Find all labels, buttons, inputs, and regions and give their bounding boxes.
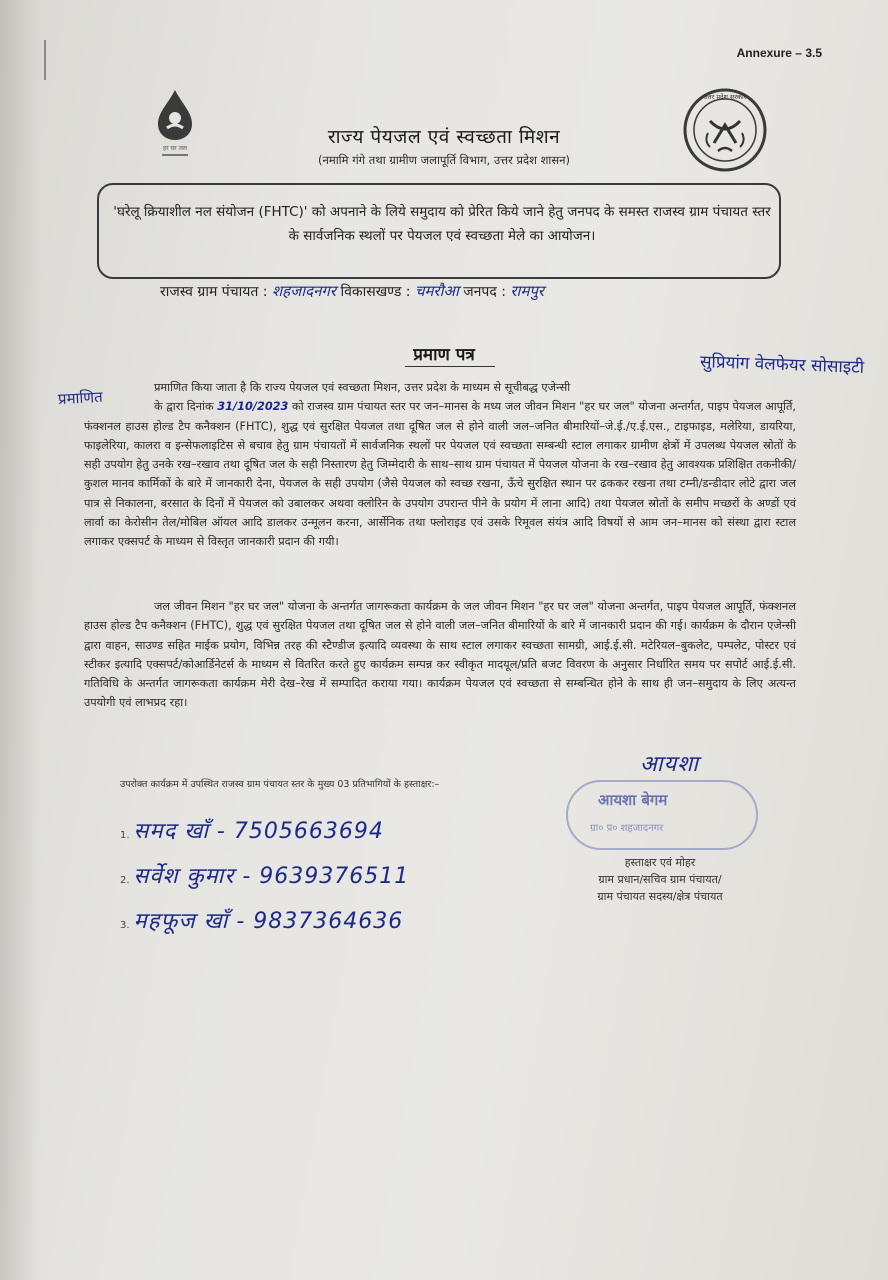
district-value: रामपुर <box>510 282 545 300</box>
title-underline <box>405 366 495 367</box>
participant-3 <box>120 905 403 935</box>
participants-heading: उपरोक्त कार्यक्रम में उपस्थित राजस्व ग्राम पंचायत स्तर के मुख्य 03 प्रतिभागियों के हस्ताक्षर:– <box>120 779 440 790</box>
signatory-caption-line-2: ग्राम प्रधान/सचिव ग्राम पंचायत/ <box>598 873 722 886</box>
handwritten-signature: आयशा <box>640 752 699 777</box>
district-label: जनपद : <box>463 284 506 300</box>
gram-panchayat-value: शहजादनगर <box>271 282 337 300</box>
participant-number: 1. <box>120 830 130 841</box>
participant-1 <box>120 815 384 845</box>
certificate-paragraph-1 <box>84 378 796 552</box>
annexure-label: Annexure – 3.5 <box>736 46 822 60</box>
certificate-title: प्रमाण पत्र <box>413 345 475 365</box>
para1-part-b: के द्वारा दिनांक <box>154 400 214 414</box>
signatory-caption-line-3: ग्राम पंचायत सदस्य/क्षेत्र पंचायत <box>597 890 723 903</box>
handwritten-agency-name: सुप्रियांग वेलफेयर सोसाइटी <box>699 352 865 378</box>
page-shadow <box>0 0 40 1280</box>
logo-left-caption: हर घर जल <box>163 145 187 152</box>
logo-right-caption: उत्तर प्रदेश सरकार <box>703 93 747 101</box>
para2-text: जल जीवन मिशन "हर घर जल" योजना के अन्तर्गत जागरूकता कार्यक्रम के जल जीवन मिशन "हर घर जल" योजना अन्तर्गत, पाइप पेयजल आपूर्ति, फंक्शनल हाउस होल्ड टैप कनैक्शन (FHTC), शुद्ध एवं सुरक्षित पेयजल तथा दूषित जल से होने वाली जल–जनित बीमारियों के बारे में जानकारी प्रदान की गई। कार्यक्रम के दौरान एजेन्सी द्वारा वाहन, साउण्ड सहित माईक प्रयोग, विभिन्न तरह की स्टैण्डीज इत्यादि व्यवस्था के साथ स्टाल लगाकर स्वच्छता सामग्री, आई.ई.सी. मटेरियल–बुकलेट, पम्पलेट, पोस्टर एवं स्टीकर इत्यादि एक्सपर्ट/कोआर्डिनेटर्स के माध्यम से वितरित करते हुए कार्यक्रम सम्पन्न कर स्वीकृत मादयूल/प्रति बजट विवरण के अनुसार निर्धारित समय पर सपोर्ट आई.ई.सी. गतिविधि के अन्तर्गत जागरूकता कार्यक्रम मेरी देख–रेख में सम्पादित कराया गया। कार्यक्रम पेयजल एवं स्वच्छता से सम्बन्धित होने के साथ ही जन–समुदाय के लिए अत्यन्त उपयोगी एवं लाभप्रद रहा। <box>84 600 796 710</box>
participant-text: समद खाँ - 7505663694 <box>133 819 384 844</box>
mission-subtitle: (नमामि गंगे तथा ग्रामीण जलापूर्ति विभाग, उत्तर प्रदेश शासन) <box>317 153 571 167</box>
participant-text: सर्वेश कुमार - 9639376511 <box>133 864 410 889</box>
participant-number: 3. <box>120 920 130 931</box>
participant-text: महफूज खाँ - 9837364636 <box>133 909 404 934</box>
signatory-caption <box>560 854 760 905</box>
stamp-line: ग्रा० प्र० शहजादनगर <box>590 823 664 834</box>
location-fields <box>160 281 800 301</box>
handwritten-margin-note: प्रमाणित <box>57 387 104 409</box>
page-crease <box>44 40 46 80</box>
para1-part-a: प्रमाणित किया जाता है कि राज्य पेयजल एवं स्वच्छता मिशन, उत्तर प्रदेश के माध्यम से सूचीबद्ध एजेन्सी <box>154 381 571 394</box>
participant-2 <box>120 860 409 890</box>
event-description: 'घरेलू क्रियाशील नल संयोजन (FHTC)' को अपनाने के लिये समुदाय को प्रेरित किये जाने हेतु जनपद के समस्त राजस्व ग्राम पंचायत स्तर के सार्वजनिक स्थलों पर पेयजल एवं स्वच्छता मेले का आयोजन। <box>113 204 771 244</box>
block-value: चमरौआ <box>414 282 459 300</box>
para1-part-c: को राजस्व ग्राम पंचायत स्तर पर जन–मानस के मध्य जल जीवन मिशन "हर घर जल" योजना अन्तर्गत, पाइप पेयजल आपूर्ति, फंक्शनल हाउस होल्ड टैप कनैक्शन (FHTC), शुद्ध एवं सुरक्षित पेयजल तथा दूषित जल से होने वाली जल–जनित बीमारियों–जे.ई./ए.ई.एस., टाइफाइड, मलेरिया, डायरिया, फाइलेरिया, कालरा व इन्सेफलाइटिस से बचाव हेतु ग्राम पंचायतों में सार्वजनिक स्थलों पर पेयजल एवं स्वच्छता सम्बन्धी स्टाल लगाकर ग्रामीण क्षेत्रों में उपलब्ध पेयजल स्रोतों के सही उपयोग हेतु उनके रख–रखाव तथा दूषित जल के सही निस्तारण हेतु जिम्मेदारी के साथ–साथ ग्राम पंचायत में पेयजल योजना के रख–रखाव हेतु आवश्यक प्रशिक्षित तकनीकी/कुशल मानव कार्मिकों के बारे में जानकारी देना, पेयजल के सही उपयोग (जैसे पेयजल को स्वच्छ रखना, ऊँचे सुरक्षित स्थान पर ढककर रखना तथा टम्नी/डन्डीदार लोटे द्वारा जल पात्र से निकालना, बरसात के दिनों में पेयजल को उबालकर अथवा क्लोरिन के उपयोग उपरान्त पीने के प्रयोग में लाना आदि) तथा पेयजल स्रोतों के समीप मच्छरों के अण्डों एवं लार्वा का केरोसीन तेल/मोबिल ऑयल आदि डालकर उन्मूलन करना, आर्सेनिक तथा फ्लोराइड एवं उसके रिमूवल संयंत्र आदि विषयों से आम जन–मानस को संस्था द्वारा स्टाल लगाकर एक्सपर्ट के माध्यम से विस्तृत जानकारी प्रदान की गयी। <box>84 400 796 549</box>
participant-number: 2. <box>120 875 130 886</box>
mission-title: राज्य पेयजल एवं स्वच्छता मिशन <box>327 126 561 148</box>
certificate-paragraph-2 <box>84 597 796 713</box>
block-label: विकासखण्ड : <box>340 284 411 300</box>
handwritten-date: 31/10/2023 <box>217 400 289 414</box>
stamp-name: आयशा बेगम <box>598 791 668 809</box>
signatory-caption-line-1: हस्ताक्षर एवं मोहर <box>624 856 696 869</box>
gram-panchayat-label: राजस्व ग्राम पंचायत : <box>160 284 268 300</box>
